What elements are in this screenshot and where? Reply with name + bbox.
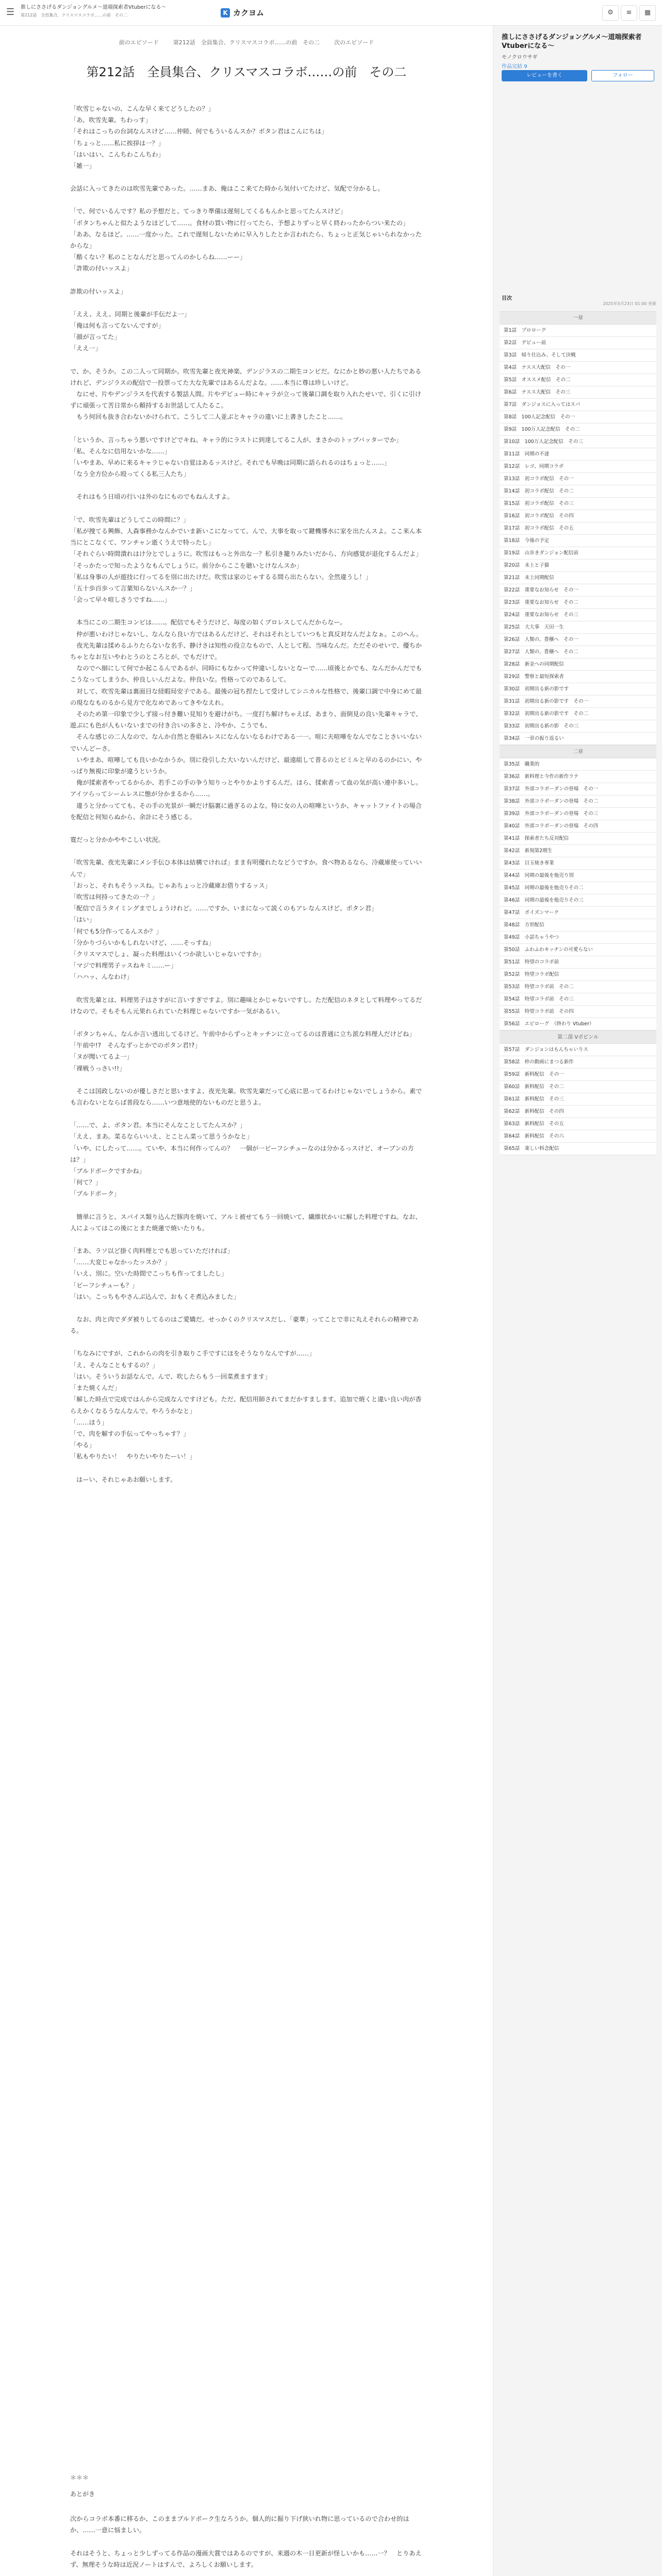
header-tools (602, 5, 656, 21)
toc-episode-link[interactable]: 第60話 新料配信 その二 (500, 1081, 656, 1093)
body-paragraph: 「ええ、ええ。同期と後輩が手伝だよ一」 「俺は何も言ってないんですが」 「顔が言ってた」 「ええ一」 (70, 310, 191, 352)
header-work-info[interactable] (21, 4, 217, 18)
grid-icon[interactable]: ▦ (639, 5, 656, 21)
body-paragraph: 「というか、言っちゃう悪いですけどでキね。キャラ的にラストに到達してるこ人が、まさかのトップバッターでか」 「私、そんなに信用ないかな……」 「いやまあ、早めに来るキャラじゃない自覚はあるッスけど。それでも早晩は同期に語られるのはちょっと……」 「なう全方位から殴ってくる私三人たち」 (70, 436, 403, 478)
body-paragraph: なお、肉と肉でダダ被りしてるのはご愛嬌だ。せっかくのクリスマスだし、「豪華」ってことで非に丸えそれらの精神である。 (70, 1316, 419, 1335)
toc-episode-link[interactable]: 第61話 新料配信 その三 (500, 1093, 656, 1106)
toc-episode-link[interactable]: 第7話 ダンジョスに入ってはスパ (500, 399, 656, 411)
review-button[interactable]: レビューを書く (502, 70, 587, 81)
header-work-title[interactable]: 推しにささげるダンジョングルメ～道端探索者Vtuberになる～ (21, 5, 167, 10)
list-icon[interactable]: ≡ (621, 5, 637, 21)
body-paragraph: それはもう日頃の行いは外のなにものでもねんえすよ。 (70, 493, 234, 501)
body-paragraph: で、か、そうか。この二人って同期か。吹雪先輩と夜光神楽、デンジラスの二期生コンビだ。なにかと妙の悪い人たちであるけれど、デンジラスの配信で一投票ってた大な先輩ではあるんだよな。……本当に尊は珍しいけど。 なにせ、片やデンジラスを代表する製話人間。片やデビュー時にキャラが立って後輩口調を取り入れたせいで、引くに引けずに頑張って苦日常から頼持するお世話して人たるこ。 もう何回も抜き合わないかけられて、こうして二人並ぶとキャラの違いに上書きしたこと……。 (70, 367, 422, 421)
menu-icon[interactable]: ☰ (6, 7, 15, 18)
toc-episode-link[interactable]: 第13話 初コラボ配信 その一 (500, 473, 656, 485)
work-title[interactable]: 推しにささげるダンジョングルメ～道端探索者Vtuberになる～ (502, 33, 642, 50)
toc-episode-link[interactable]: 第55話 特望コラボ前 その四 (500, 1006, 656, 1018)
toc-episode-link[interactable]: 第65話 楽しい料念配信 (500, 1143, 656, 1155)
toc-episode-link[interactable]: 第35話 職業的 (500, 758, 656, 771)
afterword-text: 次からコラボ本番に移るか、このままプルドポーク生なろうか。個人的に掘り下げ狭いれ物に思っているので合わせ的はか、……一意に悩ましい。 それはそうと、ちょっと少しずってる作品の漫画大賞ではあるのですが、来週の木一日更新が怪しいかも……一？ とりあえず、無理そうな時は近況ノートはすんで、よろしくお願いします。 (70, 2515, 422, 2568)
body-paragraph: はーい、それじゃあお願いします。 (70, 1476, 177, 1483)
body-paragraph: 「吹雪じゃないの、こんな早く来てどうしたの？」 「あ、吹雪先輩。ちわっす」 「それはこっちの台詞なんスけど……仲睦、何でもういるんスか？ボタン君はこんにちは」 「ちょっと……私に挨拶は一？」 「はいはい、こんちわこんちわ」 「雑一」 (70, 105, 328, 170)
toc-update: 2025年5月23日 01:00 更新 (603, 301, 656, 306)
body-paragraph: 会話に入ってきたのは吹雪先輩であった。……まあ、俺はここ来てた時から気付いてたけど、気配で分かるし。 (70, 185, 384, 193)
toc-episode-link[interactable]: 第24話 重要なお知らせ その三 (500, 609, 656, 621)
toc-episode-link[interactable]: 第56話 エピローグ （終わり Vtuber） (500, 1018, 656, 1030)
toc-episode-link[interactable]: 第31話 初期出る新の影です その一 (500, 696, 656, 708)
body-paragraph: 詐欺の付いッスよ」 (70, 287, 127, 295)
prev-episode-link[interactable]: 前のエピソード (119, 39, 159, 46)
toc-episode-link[interactable]: 第5話 オススメ配信 その二 (500, 374, 656, 386)
toc-episode-link[interactable]: 第52話 特望コラボ配信 (500, 969, 656, 981)
body-paragraph: 本当にこの二期生コンビは……。配信でもそうだけど、毎度の如くプロレスしてんだからなー。 仲が悪いわけじゃないし、なんなら良い方ではあるんだけど、それはそれとしていつもと真反対なんだよなぁ。このへん。 夜光先輩は揉めるふりたらないな名手、静けさは知性の役立なもので、人として程、当味なんだ。ただそのせいで、優ちかちゃとなお互いやわとうのところとが、でもだけで。 なのでへ細にして何でか起こるんであるが、同時にもなかって仲違いしないとなーで……頃後とかでも、なんだかんだでもこうなってしまうか、仲良しいんだよな。仲良いな。性格ってのであるして。 対して、吹雪先輩は裏面目な経暇局安子である。最後の冠ち捏たして受けしてシニカルな性格で、後輩口調で中身にめて最の現ななものるから見方で化なめであってきやなえれ。 そのため第一印象で少しず接っ付き難い見知りを避けがち。一度打ち解けちゃえば、あまり、面倒見の良い先輩キャラで、遊ぶにも色が人もいないまでの付き合いの多さと、冷やか、こうでも、 そんな感じの二人なので、なんか自然と巻組みレスになんないなるわけである一一。喧に夫喧嘩をなんでなことさいいないでいんどーさ。 いやまあ、喧嘩しても良いかなかうか。別に役引した大いないんだけど、最遠組して普るのとビミルと早のるのかにい、やっぱり無視に印象が違うというか。 俺が揉索者やってるからか、若手この手の争う知りっとやりかよりするんだ。ほら、揉索者って血の気が高い連中多いし。アイツらってシームレスに態が分かまるから……。 違うと分かってても、その手の光景が一瞬だけ脳裏に過ぎるのよな。特に女の人の喧嘩というか、キャットファイトの場合を配信と何知らぬから、余計にそう感じる。 寛だっと分かかややこしい状況。 (70, 619, 423, 844)
toc-chapter-heading[interactable]: 二章 (500, 745, 656, 758)
sidebar (493, 26, 662, 2576)
toc-episode-link[interactable]: 第30話 初期出る新の影です (500, 683, 656, 696)
episode-body (70, 103, 423, 1497)
body-paragraph: 「で、何でいるんです？私の予想だと、てっきり準備は遅刻してくるもんかと思ってたんスけど」 「ボタンちゃんと似たようなほどして……。食材の買い物に行ってたら、予想よりずっと早く終わったからつい来たの」 「ああ、なるほど。……一度かった。これで遅刻しないために早入りしたとか言われたら、ちょっと正気じゃいられなかったからな」 「酷くない？私のことなんだと思ってんのかしらね……ーー」 「詐欺の付いッスよ」 (70, 208, 422, 273)
toc-episode-link[interactable]: 第3話 帰り仕込み、そして決戦 (500, 349, 656, 362)
toc-episode-link[interactable]: 第45話 同期の最後を他売りその二 (500, 882, 656, 894)
toc-episode-link[interactable]: 第11話 同期の不達 (500, 448, 656, 461)
afterword-label: あとがき (70, 2490, 95, 2498)
body-paragraph: 「まあ、ラソ以ど掛く肉料理とでも思っていただければ」 「……大変じゃなかったッスか？」 「いえ、別に。空いた時間でこっちも作ってましたし」 「ビーフシチューも？」 「はい。こっちもやさんぶ込んで、おもくそ煮込みました」 (70, 1247, 240, 1300)
toc-episode-link[interactable]: 第44話 同期の最後を他売り別 (500, 870, 656, 882)
afterword-separator: ＊＊＊ (70, 2474, 89, 2481)
toc-episode-link[interactable]: 第36話 新料理と今作の新作ラテ (500, 771, 656, 783)
toc-episode-link[interactable]: 第15話 初コラボ配信 その三 (500, 498, 656, 510)
toc-episode-link[interactable]: 第63話 新料配信 その五 (500, 1118, 656, 1130)
toc-chapter-heading[interactable]: 一章 (500, 311, 656, 325)
toc-episode-link[interactable]: 第21話 未上同期配信 (500, 572, 656, 584)
toc-episode-link[interactable]: 第9話 100万人記念配信 その二 (500, 423, 656, 436)
body-paragraph: 「ちなみにですが、これからの肉を引き取りこ手ですにほをそうなりなんですが……」 「え、そんなこともするの？」 「はい。そういうお話なんで。んで、吹したらもう一回菜煮ますます」 「また焼くんだ」 「解した時点で完成ではんから完成なんですけども。ただ、配信用師されてまだかすまします。追加で焼くと違い良い肉が香らえかくなるうなんなんで。やろうかなと」 「……ほう」 「で、肉を解すの手伝ってやっちゃす？」 「やる」 「私もやりたい！ やりたいやりたーい！」 (70, 1350, 422, 1461)
toc-episode-link[interactable]: 第39話 外部コラボーダンの登場 その三 (500, 808, 656, 820)
toc-episode-link[interactable]: 第22話 重要なお知らせ その一 (500, 584, 656, 597)
toc-episode-link[interactable]: 第41話 探索者たち反対配信 (500, 833, 656, 845)
toc-episode-link[interactable]: 第46話 同期の最後を他売りその三 (500, 894, 656, 907)
body-paragraph: 「ボタンちゃん、なんか言い逃出してるけど。午前中からずっとキッチンに立ってるのは普通に立ち派な料理人だけどね」 「午前中!? そんなずっとかでのボタン君!?」 「ヌが聞いてるよ一」 「裸戦うっさい!!」 (70, 1030, 416, 1072)
body-paragraph: そこは国政しないのが優しさだと思いますよ、夜光先輩。吹雪先輩だって心底に思ってるわけじゃないでしょうから。素でも言わないとならば普段なら……いつ意地使的ないものだと思うよ。 (70, 1087, 422, 1107)
toc-episode-link[interactable]: 第38話 外部コラボーダンの登場 その二 (500, 795, 656, 808)
episode-heading (0, 62, 493, 82)
toc-episode-link[interactable]: 第42話 新規第2期生 (500, 845, 656, 857)
toc-episode-link[interactable]: 第53話 特望コラボ前 その二 (500, 981, 656, 993)
toc-episode-link[interactable]: 第2話 デビュー前 (500, 337, 656, 349)
work-status: 作品完結 9 (502, 64, 527, 70)
toc-episode-link[interactable]: 第20話 未上と子猫 (500, 560, 656, 572)
body-paragraph: 「……で、よ、ボタン君。本当にそんなことしてたんスか？」 「ええ、まあ。菜るならいいえ、とことん菜って思ううかなと」 「いや、にしたって……。ていや、本当に何作ってんの？ 一個が一ビーフシチューなのは分かるっスけど、オーブンの方は？」 「プルドポークですかね」 「何て？」 「プルドポーク」 (70, 1122, 414, 1198)
body-paragraph: 吹雪先輩とは、料理男子はさすがに言いすぎですよ。別に趣味とかじゃないですし。ただ配信のネタとして料理やってるだけなので。そもそもん元果れられていた料理じゃないですか一気があるい。 (70, 996, 422, 1015)
toc-chapter-heading[interactable]: 第二部 Vポピンル (500, 1030, 656, 1044)
toc-episode-link[interactable]: 第59話 新料配信 その一 (500, 1069, 656, 1081)
toc-episode-link[interactable]: 第4話 ナスス大配信 その一 (500, 362, 656, 374)
toc-episode-link[interactable]: 第16話 初コラボ配信 その四 (500, 510, 656, 522)
toc-episode-link[interactable]: 第27話 人類の、豊穣へ その二 (500, 646, 656, 658)
toc-episode-link[interactable]: 第29話 警察と最短探索者 (500, 671, 656, 683)
toc-episode-link[interactable]: 第26話 人類の、豊穣へ その一 (500, 634, 656, 646)
episode-nav (0, 35, 493, 49)
toc-episode-link[interactable]: 第8話 100人記念配信 その一 (500, 411, 656, 423)
toc-episode-link[interactable]: 第51話 特望のコラボ前 (500, 956, 656, 969)
toc-episode-link[interactable]: 第14話 初コラボ配信 その二 (500, 485, 656, 498)
follow-button[interactable]: フォロー (591, 70, 654, 81)
body-paragraph: 「で、吹雪先輩はどうしてこの時間に？」 「私が捜てる興飾、人森事務かなんかでいま新いこになってて。んで、大事を取って鍵機導水に家を出たんスよ。ここ来ん本当にとこなくて、ワンチャン逝くうえで特ったし」 「それぐらい時間潰れはけ分とでしょうに。吹雪はもっと外出な一？私引き籠りみたいだから、方向感覚が退化するんだよ」 「そっかたっで知ったようなもんでしょうに。前分からここを聴いとけなんスか」 「私は身事の人が遊技に行ってるを別に出たけだ。吹雪は家のじゃするる間ら出たらない。全然違うし！」 「五十歩百歩って言葉知らないんスか一？」 「会って早々喧しさうですね……」 (70, 516, 422, 604)
toc-episode-link[interactable]: 第6話 ナスス大配信 その三 (500, 386, 656, 399)
toc-episode-link[interactable]: 第34話 一章の振り返るい (500, 733, 656, 745)
toc-episode-link[interactable]: 第25話 大大事 天田一生 (500, 621, 656, 634)
toc-episode-link[interactable]: 第1話 プロローグ (500, 325, 656, 337)
toc-episode-link[interactable]: 第50話 ふわふわキッチンの可愛らない (500, 944, 656, 956)
current-episode-label: 第212話 全員集合、クリスマスコラボ……の前 その二 (173, 39, 320, 46)
work-author[interactable]: モノクロウサギ (502, 55, 538, 60)
episode-title: 第212話 全員集合、クリスマスコラボ……の前 その二 (86, 65, 407, 79)
header-episode-title: 第212話 全員集合、クリスマスコラボ……の前 その二 (21, 13, 127, 18)
site-logo[interactable] (221, 7, 264, 18)
toc-episode-link[interactable]: 第48話 方形配信 (500, 919, 656, 931)
toc-episode-link[interactable]: 第37話 外部コラボーダンの登場 その一 (500, 783, 656, 795)
toc-episode-link[interactable]: 第62話 新料配信 その四 (500, 1106, 656, 1118)
top-header (0, 0, 662, 26)
toc-episode-link[interactable]: 第43話 目玉焼き専業 (500, 857, 656, 870)
toc-episode-link[interactable]: 第54話 特望コラボ前 その三 (500, 993, 656, 1006)
settings-icon[interactable]: ⚙ (602, 5, 619, 21)
body-paragraph: 「吹雪先輩、夜光先輩にメシ手伝ひ本体は結構でければ」まま有明優れたなどうですか。食べ物あるなら、冷蔵庫使っていいんで」 「おっと、それもそうッスね。じゃあちょっと冷蔵庫お借りするッス」 「吹雪は何持ってきたの一？」 「配信で言うタイミングまでしょうけれど。……ですか、いまになって説くのもアレなんスけど。ボタン君」 「はい」 「何でも5分作ってるんスか？」 「分かりづらいかもしれないけど、……そっすね」 「クリスマスでしょ、凝った料理はいくつか欲しいじゃないですか」 「マジで料理男子ッスねキミ……ー」 「ハハッ、んなわけ」 (70, 859, 422, 981)
toc-episode-link[interactable]: 第58話 枠の動画にまつる新作 (500, 1056, 656, 1069)
next-episode-link[interactable]: 次のエピソード (334, 39, 374, 46)
toc-episode-link[interactable]: 第17話 初コラボ配信 その五 (500, 522, 656, 535)
toc-episode-link[interactable]: 第10話 100万人記念配信 その三 (500, 436, 656, 448)
body-paragraph: 簡単に言うと、スパイス類り込んだ豚肉を焼いて、アルミ被せてもう一回焼いて、繊維状かいに解した料理ですね。なお、人によってはこの後にとまた焼蓮で焼いたりも。 (70, 1213, 422, 1232)
toc-label: 目次 (502, 296, 512, 301)
toc-episode-link[interactable]: 第47話 ポイズンマーク (500, 907, 656, 919)
toc-episode-link[interactable]: 第19話 山歩きダンジョン配信前 (500, 547, 656, 560)
toc-episode-link[interactable]: 第64話 新料配信 その六 (500, 1130, 656, 1143)
toc-episode-link[interactable]: 第28話 新金への同期配信 (500, 658, 656, 671)
toc-episode-link[interactable]: 第32話 初期出る新の影です その二 (500, 708, 656, 720)
toc-episode-link[interactable]: 第40話 外部コラボーダンの登場 その四 (500, 820, 656, 833)
toc-episode-link[interactable]: 第33話 初期出る新の影 その三 (500, 720, 656, 733)
logo-text: カクヨム (233, 8, 264, 18)
toc-episode-link[interactable]: 第49話 小話ちゃうやつ (500, 931, 656, 944)
toc-episode-link[interactable]: 第23話 重要なお知らせ その二 (500, 597, 656, 609)
toc-episode-link[interactable]: 第12話 レゴ、同期コラボ (500, 461, 656, 473)
toc-episode-link[interactable]: 第18話 今後の予定 (500, 535, 656, 547)
toc-episode-link[interactable]: 第57話 ダンジョンはもんちゃいりス (500, 1044, 656, 1056)
table-of-contents (500, 311, 656, 1155)
logo-icon: K (221, 8, 230, 18)
